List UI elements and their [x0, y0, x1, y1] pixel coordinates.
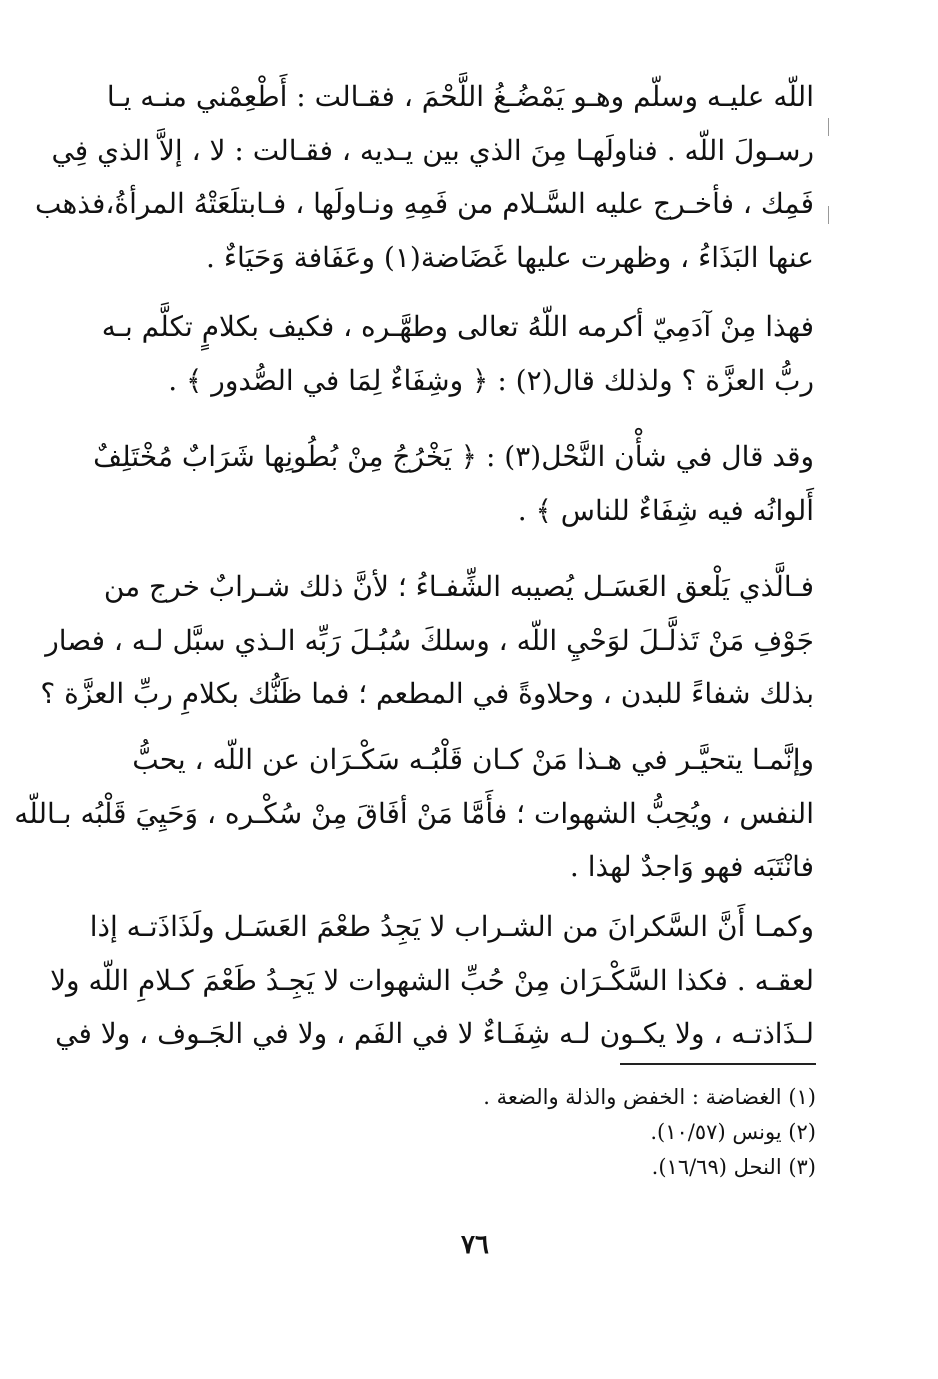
footnotes [300, 1080, 816, 1185]
text-line: وإنَّمـا يتحيَّـر في هـذا مَنْ كـان قَلْبُـه سَكْـرَان عن اللّه ، يحبُّ [132, 743, 814, 776]
text-line: جَوْفِ مَنْ تَذلَّـلَ لوَحْيِ اللّه ، وسلكَ سُبُـلَ رَبِّه الـذي سبَّل لـه ، فصار [45, 623, 814, 657]
margin-mark [828, 206, 829, 224]
text-line: بذلك شفاءً للبدن ، وحلاوةً في المطعم ؛ فما ظَنُّك بكلامِ ربِّ العزَّة ؟ [40, 677, 814, 710]
text-line: فانْتَبَه فهو وَاجدٌ لهذا . [569, 850, 814, 883]
text-line: عنها البَذَاءُ ، وظهرت عليها غَضَاضة(١) وعَفَافة وَحَيَاءٌ . [206, 240, 814, 274]
footnote-2: (٢) يونس (١٠/٥٧). [650, 1120, 816, 1144]
paragraph-5 [14, 733, 814, 894]
text-line: لعقـه . فكذا السَّكْـرَان مِنْ حُبِّ الشهوات لا يَجِـدُ طَعْمَ كـلامِ اللّه ولا [50, 963, 814, 997]
text-line: أَلوانُه فيه شِفَاءٌ للناس ﴾ . [517, 493, 814, 527]
text-line: فـالَّذي يَلْعق العَسَـل يُصيبه الشِّفـاءُ ؛ لأنَّ ذلك شـرابٌ خرج من [103, 570, 814, 603]
text-line: فَمِك ، فأخـرج عليه السَّـلام من فَمِهِ ونـاولَها ، فـابتلَعَتْهُ المرأةُ،فذهب [35, 187, 814, 220]
margin-mark [828, 118, 829, 136]
paragraph-4 [40, 560, 814, 721]
page-number: ٧٦ [461, 1230, 489, 1260]
footnote-divider [620, 1063, 816, 1065]
text-line: ربُّ العزَّة ؟ ولذلك قال(٢) : ﴿ وشِفَاءٌ لِمَا في الصُّدور ﴾ . [168, 363, 814, 397]
paragraph-6 [50, 900, 814, 1061]
paragraph-3 [93, 430, 814, 537]
text-line: وقد قال في شأْن النَّحْل(٣) : ﴿ يَخْرُجُ مِنْ بُطُونِها شَرَابٌ مُخْتَلِفٌ [93, 440, 814, 473]
text-line: رسـولَ اللّه . فناولَهـا مِنَ الذي بين يـديه ، فقـالت : لا ، إلاَّ الذي فِي [51, 133, 814, 167]
text-line: النفس ، ويُحِبُّ الشهوات ؛ فأَمَّا مَنْ أفَاقَ مِنْ سُكْـره ، وَحَيِيَ قَلْبُه بـاللّه [14, 796, 814, 830]
text-line: وكمـا أَنَّ السَّكرانَ من الشـراب لا يَجِدُ طعْمَ العَسَـل ولَذَاذَتـه إذا [89, 910, 814, 943]
paragraph-1 [35, 70, 814, 284]
footnote-1: (١) الغضاضة : الخفض والذلة والضعة . [483, 1085, 816, 1109]
footnote-3: (٣) النحل (١٦/٦٩). [651, 1155, 816, 1179]
paragraph-2 [101, 300, 814, 407]
text-line: لـذَاذتـه ، ولا يكـون لـه شِفَـاءٌ لا في الفَم ، ولا في الجَـوف ، ولا في [55, 1017, 814, 1050]
text-line: اللّه عليـه وسلّم وهـو يَمْضُـغُ اللَّحْمَ ، فقـالت : أَطْعِمْني منـه يـا [106, 80, 814, 113]
text-line: فهذا مِنْ آدَمِيّ أكرمه اللّهُ تعالى وطهَّـره ، فكيف بكلامٍ تكلَّم بـه [101, 310, 814, 343]
